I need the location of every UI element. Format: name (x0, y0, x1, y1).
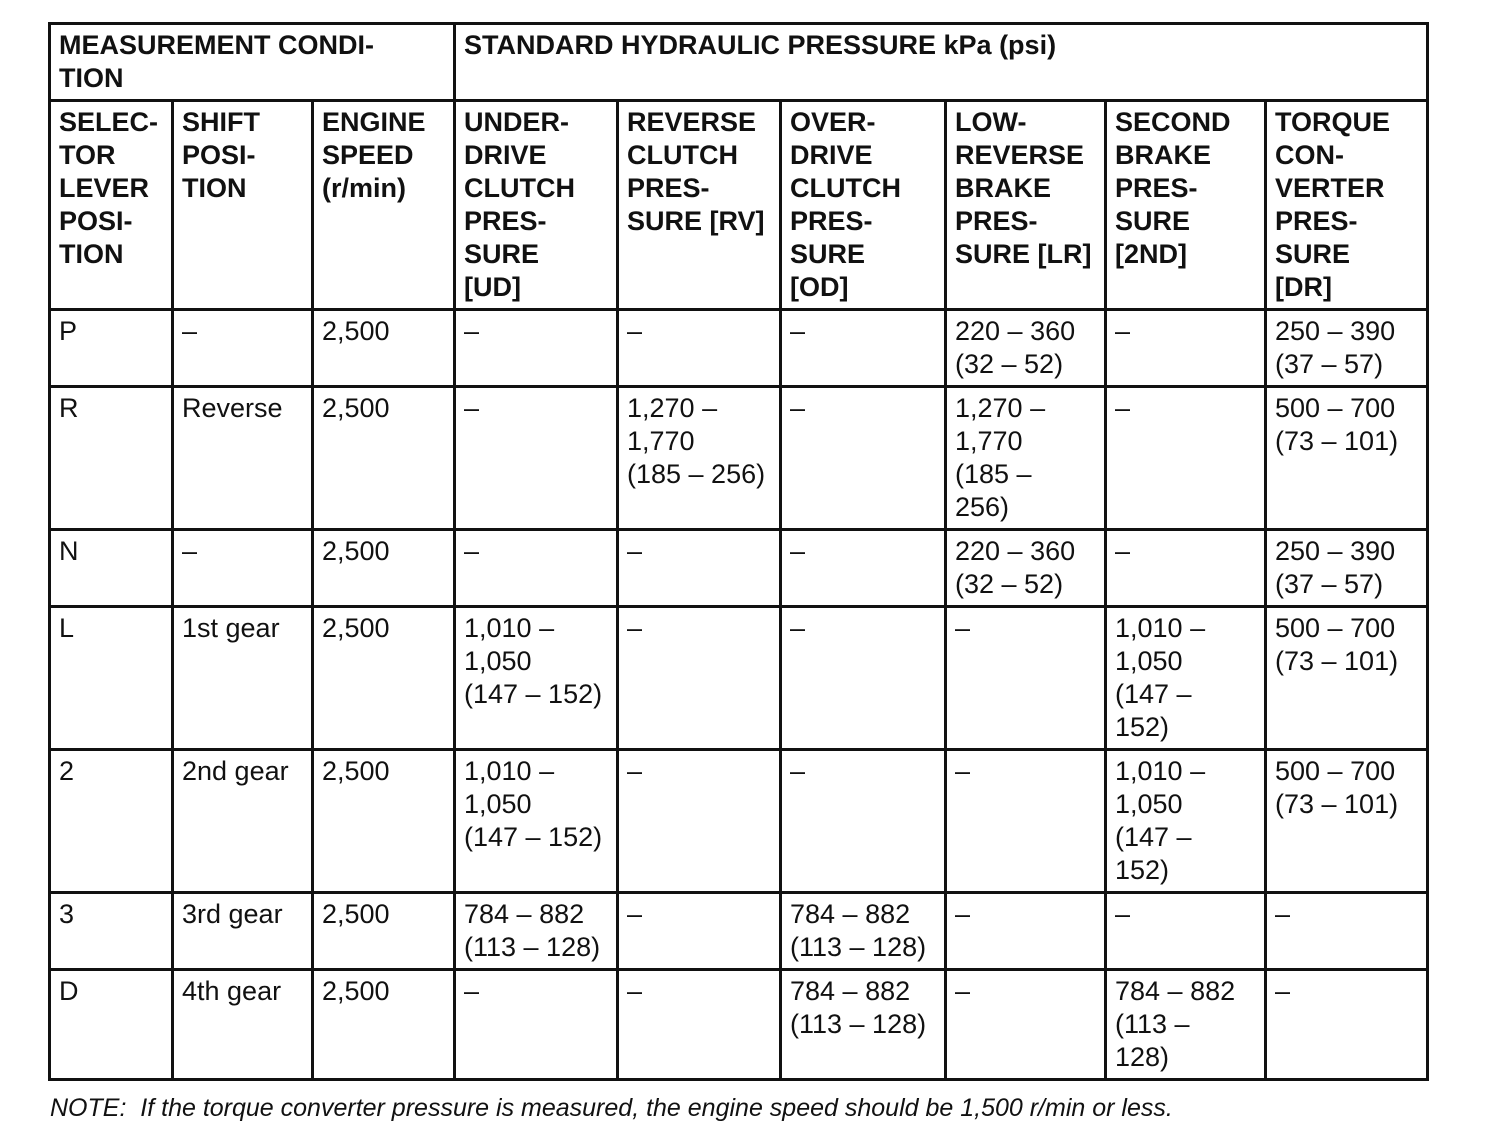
table-cell: – (781, 607, 946, 750)
table-cell: 2,500 (313, 387, 455, 530)
table-row (50, 310, 1428, 387)
table-cell: – (781, 750, 946, 893)
table-cell: 2nd gear (173, 750, 313, 893)
col-header-reverse-clutch: REVERSE CLUTCH PRES- SURE [RV] (618, 101, 781, 310)
table-cell: – (618, 893, 781, 970)
table-cell: 2,500 (313, 530, 455, 607)
table-cell: – (1266, 970, 1428, 1080)
col-header-low-reverse-brake: LOW- REVERSE BRAKE PRES- SURE [LR] (946, 101, 1106, 310)
table-row (50, 893, 1428, 970)
table-cell: 1,010 – 1,050 (147 – 152) (455, 607, 618, 750)
table-cell: – (1106, 387, 1266, 530)
table-cell: – (946, 893, 1106, 970)
table-cell: – (455, 530, 618, 607)
table-cell: 1,010 – 1,050 (147 – 152) (455, 750, 618, 893)
table-cell: – (618, 750, 781, 893)
table-cell: – (618, 607, 781, 750)
table-cell: 250 – 390 (37 – 57) (1266, 530, 1428, 607)
table-cell: 1,010 – 1,050 (147 – 152) (1106, 750, 1266, 893)
table-cell: 220 – 360 (32 – 52) (946, 310, 1106, 387)
table-cell: 2,500 (313, 750, 455, 893)
table-cell: 1,270 – 1,770 (185 – 256) (946, 387, 1106, 530)
table-cell: P (50, 310, 173, 387)
table-cell: – (781, 310, 946, 387)
table-cell: – (173, 530, 313, 607)
table-cell: 1,010 – 1,050 (147 – 152) (1106, 607, 1266, 750)
table-cell: – (946, 750, 1106, 893)
table-cell: – (173, 310, 313, 387)
table-cell: 3 (50, 893, 173, 970)
table-cell: 784 – 882 (113 – 128) (781, 893, 946, 970)
col-header-overdrive-clutch: OVER- DRIVE CLUTCH PRES- SURE [OD] (781, 101, 946, 310)
table-cell: 2 (50, 750, 173, 893)
table-row (50, 530, 1428, 607)
table-cell: N (50, 530, 173, 607)
col-header-second-brake: SECOND BRAKE PRES- SURE [2ND] (1106, 101, 1266, 310)
col-header-engine-speed: ENGINE SPEED (r/min) (313, 101, 455, 310)
table-cell: 220 – 360 (32 – 52) (946, 530, 1106, 607)
col-header-torque-converter: TORQUE CON- VERTER PRES- SURE [DR] (1266, 101, 1428, 310)
table-row (50, 387, 1428, 530)
table-cell: 500 – 700 (73 – 101) (1266, 387, 1428, 530)
table-row (50, 750, 1428, 893)
table-cell: Reverse (173, 387, 313, 530)
table-cell: 2,500 (313, 310, 455, 387)
table-cell: 1,270 – 1,770 (185 – 256) (618, 387, 781, 530)
table-cell: 2,500 (313, 970, 455, 1080)
table-cell: 2,500 (313, 893, 455, 970)
hydraulic-pressure-table (48, 22, 1429, 1081)
table-cell: 784 – 882 (113 – 128) (455, 893, 618, 970)
table-cell: – (1266, 893, 1428, 970)
table-row (50, 970, 1428, 1080)
table-cell: – (618, 530, 781, 607)
table-cell: D (50, 970, 173, 1080)
col-header-underdrive-clutch: UNDER- DRIVE CLUTCH PRES- SURE [UD] (455, 101, 618, 310)
table-row (50, 607, 1428, 750)
table-cell: 4th gear (173, 970, 313, 1080)
table-cell: 784 – 882 (113 – 128) (1106, 970, 1266, 1080)
measurement-condition-header: MEASUREMENT CONDI- TION (50, 24, 455, 101)
table-cell: – (1106, 310, 1266, 387)
table-cell: – (946, 970, 1106, 1080)
table-cell: 500 – 700 (73 – 101) (1266, 750, 1428, 893)
table-cell: – (455, 387, 618, 530)
table-cell: – (618, 970, 781, 1080)
table-cell: R (50, 387, 173, 530)
footnote: NOTE: If the torque converter pressure is measured, the engine speed should be 1,500 r/min or less. (50, 1094, 1173, 1122)
table-cell: 250 – 390 (37 – 57) (1266, 310, 1428, 387)
table-cell: – (455, 310, 618, 387)
standard-pressure-header: STANDARD HYDRAULIC PRESSURE kPa (psi) (455, 24, 1428, 101)
table-cell: – (455, 970, 618, 1080)
table-cell: – (618, 310, 781, 387)
table-cell: – (946, 607, 1106, 750)
table-cell: 1st gear (173, 607, 313, 750)
table-cell: 784 – 882 (113 – 128) (781, 970, 946, 1080)
table-cell: – (781, 387, 946, 530)
col-header-selector-lever: SELEC- TOR LEVER POSI- TION (50, 101, 173, 310)
col-header-shift-position: SHIFT POSI- TION (173, 101, 313, 310)
table-cell: – (781, 530, 946, 607)
table-cell: L (50, 607, 173, 750)
table-cell: – (1106, 530, 1266, 607)
table-cell: 3rd gear (173, 893, 313, 970)
table-cell: 2,500 (313, 607, 455, 750)
table-cell: 500 – 700 (73 – 101) (1266, 607, 1428, 750)
table-cell: – (1106, 893, 1266, 970)
